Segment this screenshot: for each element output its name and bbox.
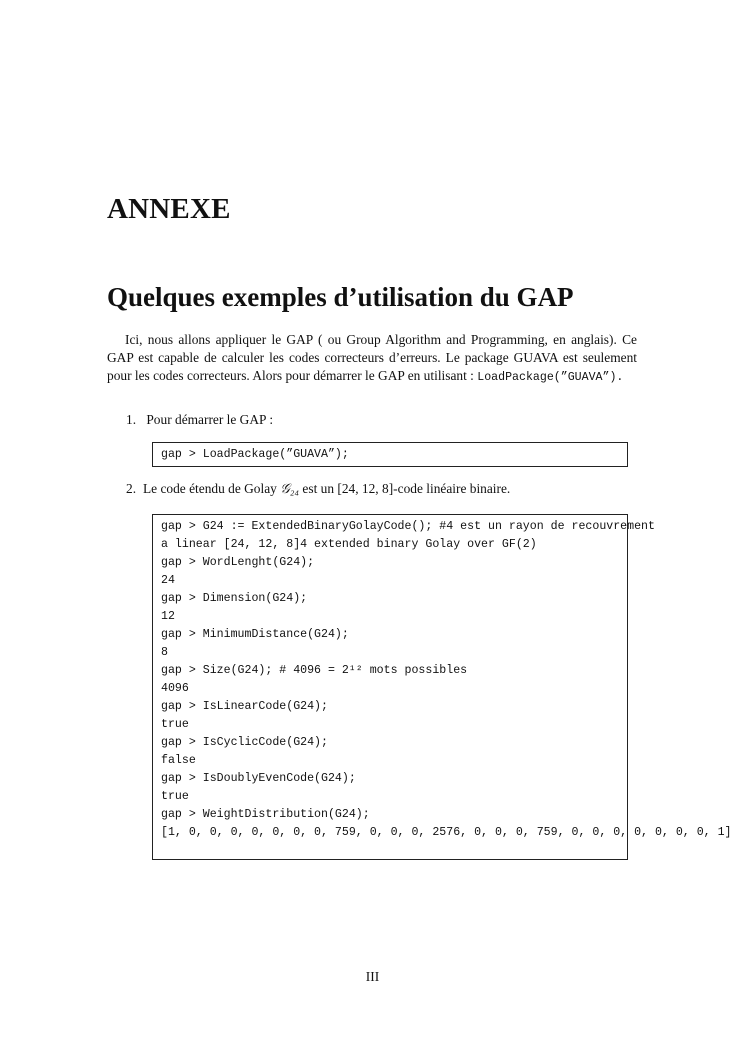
section-title: Quelques exemples d’utilisation du GAP — [107, 282, 574, 312]
golay-symbol: 𝒢₂₄ — [280, 481, 300, 496]
page-number: III — [365, 969, 380, 984]
code-line: gap > LoadPackage(”GUAVA”); — [161, 448, 349, 461]
code-line: 8 — [161, 646, 168, 659]
code-line: a linear [24, 12, 8]4 extended binary Golay over GF(2) — [161, 538, 537, 551]
code-line: gap > G24 := ExtendedBinaryGolayCode(); #4 est un rayon de recouvrement — [161, 520, 655, 533]
code-line: [1, 0, 0, 0, 0, 0, 0, 0, 759, 0, 0, 0, 2576, 0, 0, 0, 759, 0, 0, 0, 0, 0, 0, 0, 1] — [161, 826, 732, 839]
intro-code: LoadPackage(”GUAVA”). — [477, 371, 624, 384]
list-item-text: Pour démarrer le GAP : — [146, 412, 274, 427]
intro-text: Ici, nous allons appliquer le GAP ( ou Group Algorithm and Programming, en anglais). Ce GAP est capable de calculer les codes correcteurs d’erreurs. Le package GUAVA est seulement pour les codes correcteurs. Alors pour démarrer le GAP en utilisant : — [107, 332, 637, 383]
annexe-heading: ANNEXE — [107, 193, 231, 225]
code-parameters: [24, 12, 8] — [337, 481, 394, 496]
code-box-load-package — [152, 442, 628, 467]
intro-paragraph — [107, 331, 637, 387]
code-line: 4096 — [161, 682, 189, 695]
list-item-2: 2. Le code étendu de Golay 𝒢₂₄ est un [24, 12, 8]-code linéaire binaire. — [126, 481, 511, 496]
code-line: gap > Dimension(G24); — [161, 592, 308, 605]
code-line: false — [161, 754, 196, 767]
code-line: gap > MinimumDistance(G24); — [161, 628, 349, 641]
list-item-1 — [126, 412, 273, 428]
code-box-golay — [152, 514, 732, 860]
list-item-number: 1. — [126, 412, 137, 427]
code-line: gap > WordLenght(G24); — [161, 556, 315, 569]
code-line: true — [161, 718, 189, 731]
code-line: 12 — [161, 610, 175, 623]
code-block — [161, 518, 732, 842]
code-line: gap > WeightDistribution(G24); — [161, 808, 370, 821]
code-line: gap > IsCyclicCode(G24); — [161, 736, 328, 749]
code-line: 24 — [161, 574, 175, 587]
code-line: gap > Size(G24); # 4096 = 2¹² mots possibles — [161, 664, 468, 677]
list-item-number: 2. — [126, 481, 137, 496]
code-line: true — [161, 790, 189, 803]
list-item-text: Le code étendu de Golay — [143, 481, 281, 496]
code-line: gap > IsLinearCode(G24); — [161, 700, 328, 713]
code-line: gap > IsDoublyEvenCode(G24); — [161, 772, 356, 785]
